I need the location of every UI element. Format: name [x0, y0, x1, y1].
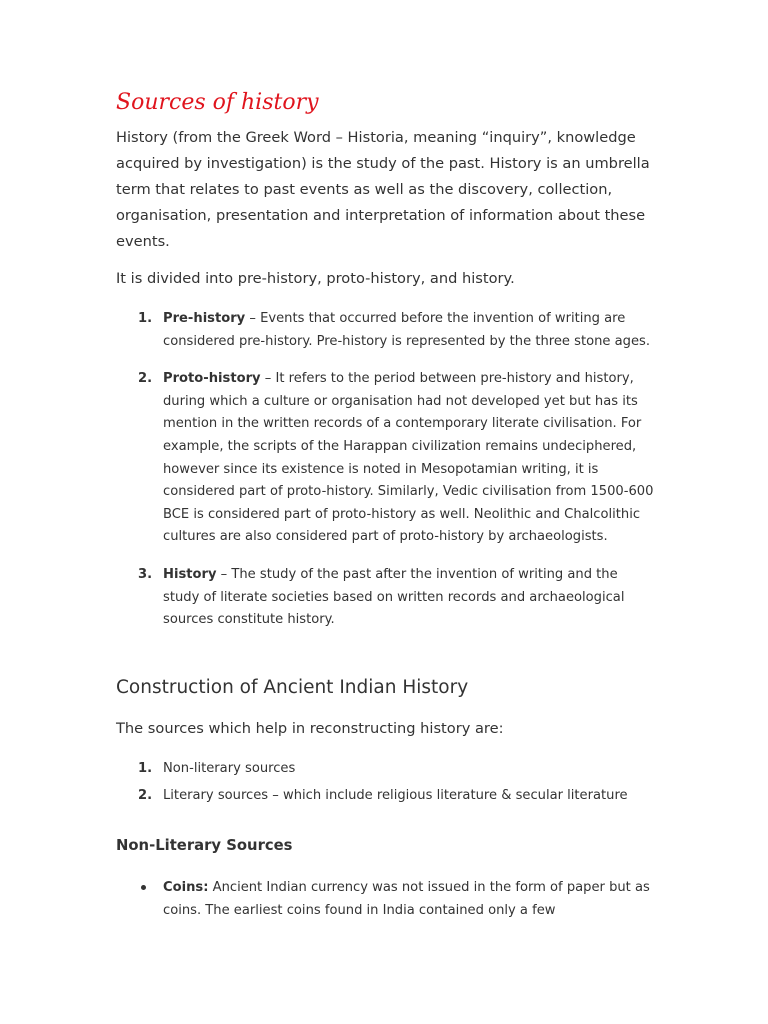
list-item — [138, 758, 658, 781]
page-title: Sources of history — [116, 90, 319, 115]
list-term: History — [163, 566, 217, 582]
list-number: 1. — [138, 311, 153, 326]
list-item — [138, 877, 658, 922]
list-item — [138, 308, 658, 353]
bullet-icon — [141, 885, 146, 890]
subsection-heading: Non-Literary Sources — [116, 837, 293, 854]
list-item — [138, 564, 658, 632]
list-text: – The study of the past after the invention of writing and the study of literate societies based on written records and archaeological sources constitute history. — [163, 566, 625, 628]
list-term: Pre-history — [163, 311, 246, 326]
list-text: – It refers to the period between pre-history and history, during which a culture or organisation had not developed yet but has its mention in the written records of a contemporary literate civilisation. For example, the scripts of the Harappan civilization remains undeciphered, however since its existence is noted in Mesopotamian writing, it is considered part of proto-history. Similarly, Vedic civilisation from 1500-600 BCE is considered part of proto-history as well. Neolithic and Chalcolithic cultures are also considered part of proto-history by archaeologists. — [163, 371, 654, 545]
sources-intro: The sources which help in reconstructing history are: — [116, 720, 504, 737]
list-term: Coins: — [163, 880, 209, 895]
list-text: Ancient Indian currency was not issued in the form of paper but as coins. The earliest coins found in India contained only a few — [163, 880, 650, 918]
list-text: – Events that occurred before the invention of writing are considered pre-history. Pre-history is represented by the three stone ages. — [163, 311, 650, 349]
divided-paragraph: It is divided into pre-history, proto-history, and history. — [116, 270, 515, 287]
section-heading: Construction of Ancient Indian History — [116, 677, 469, 698]
list-item — [138, 785, 658, 808]
list-number: 2. — [138, 371, 153, 387]
list-item — [138, 368, 658, 549]
list-text: Literary sources – which include religious literature & secular literature — [163, 787, 628, 803]
history-types-list — [138, 308, 658, 647]
list-text: Non-literary sources — [163, 761, 296, 776]
sources-list — [138, 758, 658, 811]
list-number: 3. — [138, 566, 153, 582]
intro-paragraph: History (from the Greek Word – Historia, meaning “inquiry”, knowledge acquired by investigation) is the study of the past. History is an umbrella term that relates to past events as well as the discovery, collection, organisation, presentation and interpretation of information about these events. — [116, 129, 650, 250]
non-literary-list — [138, 877, 658, 922]
list-number: 2. — [138, 787, 153, 803]
list-term: Proto-history — [163, 371, 261, 387]
list-number: 1. — [138, 761, 153, 776]
